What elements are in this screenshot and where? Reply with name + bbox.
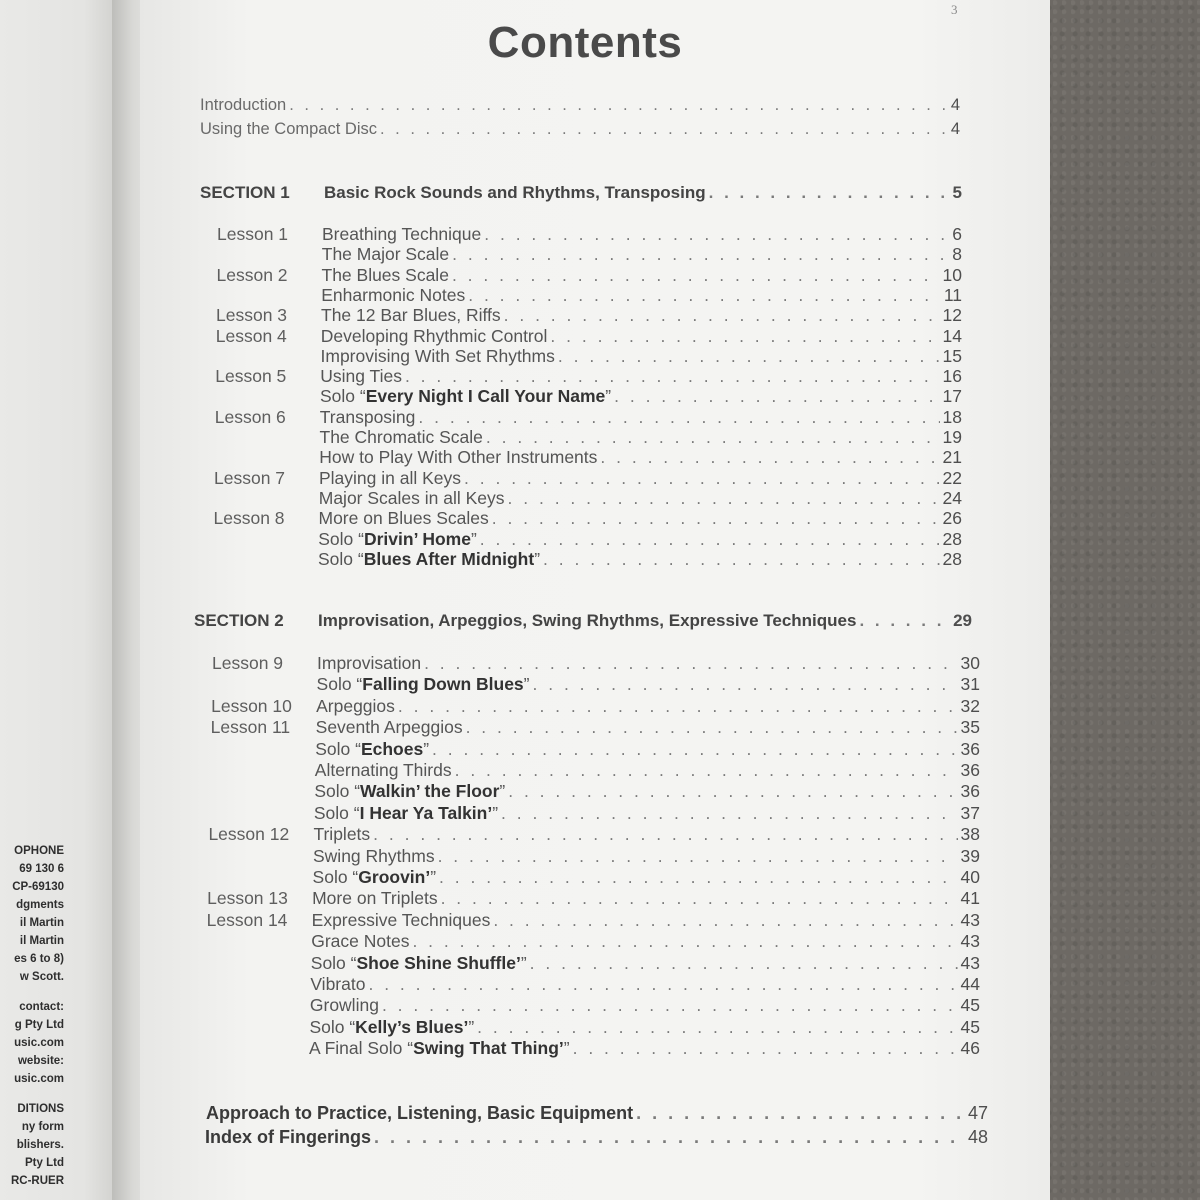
toc-entry <box>204 1038 980 1059</box>
entry-title <box>319 447 597 468</box>
entry-suffix: ” <box>423 738 430 759</box>
left-page-fragment: usic.com <box>14 1073 64 1085</box>
entry-title <box>320 427 483 448</box>
toc-entry <box>212 674 980 695</box>
leader-dots <box>438 846 958 867</box>
entry-title <box>317 674 530 695</box>
entry-solo-title: Drivin’ Home <box>363 528 471 549</box>
leader-dots <box>614 386 939 407</box>
entry-page: 38 <box>960 824 980 845</box>
entry-title <box>315 739 429 760</box>
entry-solo-title: Blues After Midnight <box>363 548 535 569</box>
entry-text: Transposing <box>319 406 416 427</box>
entry-page: 4 <box>950 120 960 138</box>
entry-title: Index of Fingerings <box>205 1127 372 1147</box>
lesson-label: Lesson 14 <box>206 909 288 930</box>
leader-dots <box>468 285 941 306</box>
entry-page: 36 <box>960 738 980 759</box>
toc-entry <box>204 1017 980 1038</box>
lesson-label: Lesson 11 <box>210 717 291 738</box>
left-page-fragment: w Scott. <box>19 971 64 983</box>
entry-page: 17 <box>942 386 962 407</box>
toc-entry <box>216 326 962 347</box>
leader-dots <box>493 910 957 931</box>
entry-text: The Chromatic Scale <box>319 427 483 447</box>
entry-prefix: Solo “ <box>318 528 364 549</box>
toc-entry <box>217 244 962 265</box>
entry-page: 46 <box>960 1038 980 1059</box>
entry-text: Vibrato <box>310 974 366 994</box>
toc-entry <box>215 427 963 448</box>
entry-page: 37 <box>960 802 980 823</box>
leader-dots <box>480 529 940 550</box>
left-page-fragment: website: <box>17 1055 64 1067</box>
leader-dots <box>380 120 948 139</box>
entry-text: The 12 Bar Blues, Riffs <box>321 305 501 326</box>
toc-entry <box>214 508 963 529</box>
lesson-label: Lesson 8 <box>213 508 285 529</box>
entry-page: 32 <box>960 695 980 716</box>
entry-page: 39 <box>960 845 980 866</box>
lesson-label: Lesson 6 <box>214 406 286 427</box>
leader-dots <box>709 183 950 203</box>
leader-dots <box>484 224 949 245</box>
leader-dots <box>289 96 948 115</box>
entry-prefix: Solo “ <box>314 781 361 802</box>
entry-title <box>313 846 435 867</box>
left-page-fragment: OPHONE <box>14 845 64 857</box>
entry-text: Swing Rhythms <box>313 845 435 866</box>
leader-dots <box>441 888 958 909</box>
toc-entry <box>213 529 962 550</box>
left-page-fragment: blishers. <box>16 1139 64 1151</box>
toc-entry <box>205 974 980 995</box>
entry-page: 11 <box>943 284 962 305</box>
entry-solo-title: Groovin’ <box>358 867 431 887</box>
entry-text: Using Ties <box>320 366 402 387</box>
page-number: 3 <box>951 2 958 17</box>
lesson-label: Lesson 9 <box>212 653 284 673</box>
toc-entry <box>200 96 960 115</box>
leader-dots <box>373 824 957 845</box>
entry-suffix: ” <box>534 548 541 569</box>
entry-page: 47 <box>967 1103 988 1123</box>
section-heading <box>194 611 972 631</box>
entry-title <box>320 386 611 407</box>
leader-dots <box>405 366 940 387</box>
toc-entry <box>216 346 963 367</box>
entry-prefix: Solo “ <box>318 548 364 569</box>
entry-solo-title: Swing That Thing’ <box>413 1038 564 1059</box>
toc-entry <box>215 366 962 387</box>
toc-entry <box>217 265 963 286</box>
entry-suffix: ” <box>605 386 612 407</box>
toc-entry <box>214 488 962 509</box>
entry-page: 10 <box>942 264 962 285</box>
entry-title <box>320 407 416 428</box>
lesson-label: Lesson 1 <box>217 224 289 244</box>
section-title: Improvisation, Arpeggios, Swing Rhythms, Expressive Techniques <box>318 611 857 630</box>
entry-title: Approach to Practice, Listening, Basic Equipment <box>206 1103 634 1123</box>
entry-page: 35 <box>960 717 980 738</box>
entry-title <box>313 824 370 845</box>
entry-suffix: ” <box>499 781 506 802</box>
entry-page: 48 <box>967 1127 988 1147</box>
left-page-fragment: DITIONS <box>17 1103 64 1115</box>
toc-entry <box>217 224 962 245</box>
entry-title <box>321 346 555 367</box>
entry-title <box>321 326 548 347</box>
toc-entry <box>207 888 980 909</box>
toc-entry <box>206 1103 988 1124</box>
left-page-fragment: 69 130 6 <box>19 863 64 875</box>
entry-text: More on Triplets <box>312 888 438 909</box>
left-page-fragment: Pty Ltd <box>25 1157 64 1169</box>
leader-dots <box>412 931 957 952</box>
entry-suffix: ” <box>523 674 530 695</box>
entry-page: 24 <box>942 487 962 508</box>
entry-text: Developing Rhythmic Control <box>320 325 548 346</box>
entry-text: Enharmonic Notes <box>321 284 466 305</box>
entry-title <box>315 760 452 781</box>
entry-title <box>316 696 395 717</box>
entry-title <box>310 974 365 995</box>
leader-dots <box>550 326 939 347</box>
leader-dots <box>398 696 958 717</box>
toc-entry <box>208 867 980 888</box>
left-page-fragment: il Martin <box>19 935 64 947</box>
entry-title <box>312 910 491 931</box>
leader-dots <box>466 717 958 738</box>
leader-dots <box>382 995 958 1016</box>
entry-text: Arpeggios <box>316 695 395 716</box>
leader-dots <box>533 674 958 695</box>
toc-entry <box>211 696 980 717</box>
toc-entry <box>214 468 962 489</box>
entry-text: Expressive Techniques <box>311 909 491 930</box>
toc-entry <box>215 386 962 407</box>
entry-solo-title: Shoe Shine Shuffle’ <box>356 952 521 973</box>
left-page-fragment: dgments <box>16 899 64 911</box>
entry-title <box>311 931 409 952</box>
leader-dots <box>432 739 958 760</box>
leader-dots <box>530 953 958 974</box>
leader-dots <box>504 305 940 326</box>
entry-prefix: Solo “ <box>312 867 359 887</box>
entry-suffix: ” <box>468 1016 475 1037</box>
entry-page: 28 <box>942 528 962 549</box>
lesson-label: Lesson 2 <box>216 264 288 285</box>
leader-dots <box>558 346 940 367</box>
toc-entry <box>211 717 980 738</box>
entry-page: 26 <box>942 508 962 529</box>
entry-text: How to Play With Other Instruments <box>319 447 598 468</box>
entry-prefix: Solo “ <box>320 386 366 407</box>
entry-page: 21 <box>942 447 962 468</box>
left-page-fragment: g Pty Ltd <box>14 1019 64 1031</box>
section-label: SECTION 1 <box>200 183 290 202</box>
entry-page: 15 <box>942 345 962 366</box>
entry-page: 44 <box>960 974 980 994</box>
lesson-label: Lesson 13 <box>207 888 288 909</box>
leader-dots <box>452 265 940 286</box>
leader-dots <box>600 447 939 468</box>
toc-entry <box>212 653 980 674</box>
toc-entry <box>216 305 962 326</box>
toc-entry <box>209 781 980 802</box>
entry-page: 6 <box>952 224 962 244</box>
entry-suffix: ” <box>470 528 477 549</box>
section-page: 29 <box>953 611 972 630</box>
leader-dots <box>439 867 957 888</box>
leader-dots <box>486 427 940 448</box>
entry-title <box>319 488 505 509</box>
entry-title <box>321 305 501 326</box>
entry-suffix: ” <box>563 1038 570 1059</box>
entry-solo-title: Walkin’ the Floor <box>360 781 500 802</box>
entry-text: Major Scales in all Keys <box>318 487 505 508</box>
entry-title <box>318 549 540 570</box>
entry-text: Grace Notes <box>311 931 410 952</box>
entry-page: 22 <box>942 467 962 488</box>
entry-title <box>309 1038 570 1059</box>
entry-page: 45 <box>960 1016 980 1037</box>
entry-text: Alternating Thirds <box>314 760 452 780</box>
toc-entry <box>216 285 962 306</box>
leader-dots <box>464 468 940 489</box>
entry-title <box>309 1017 474 1038</box>
leader-dots <box>418 407 939 428</box>
entry-page: 19 <box>942 427 962 447</box>
leader-dots <box>573 1038 958 1059</box>
leader-dots <box>508 488 940 509</box>
entry-page: 36 <box>960 781 980 802</box>
leader-dots <box>636 1103 965 1124</box>
entry-text: The Major Scale <box>321 244 450 265</box>
entry-solo-title: Kelly’s Blues’ <box>355 1016 469 1037</box>
left-page-fragment: usic.com <box>14 1037 64 1049</box>
entry-text: Playing in all Keys <box>319 467 462 488</box>
section-title: Basic Rock Sounds and Rhythms, Transposing <box>324 183 706 202</box>
entry-prefix: Solo “ <box>309 1016 356 1037</box>
toc-entry <box>205 995 980 1016</box>
toc-entry <box>200 120 960 139</box>
entry-title <box>312 888 437 909</box>
toc-entry <box>208 846 980 867</box>
entry-page: 43 <box>960 931 980 952</box>
entry-solo-title: I Hear Ya Talkin’ <box>359 802 493 823</box>
entry-title <box>314 803 498 824</box>
toc-entry <box>215 407 962 428</box>
entry-title <box>322 244 449 265</box>
entry-page: 45 <box>960 995 980 1016</box>
entry-text: The Blues Scale <box>321 264 449 285</box>
leader-dots <box>452 244 949 265</box>
entry-page: 36 <box>960 760 980 780</box>
entry-text: Seventh Arpeggios <box>315 717 463 738</box>
toc-entry <box>210 760 980 781</box>
left-page-fragment: contact: <box>19 1001 64 1013</box>
entry-title <box>322 224 481 245</box>
entry-page: 12 <box>942 305 962 326</box>
entry-prefix: Solo “ <box>310 952 357 973</box>
entry-text: Triplets <box>313 824 371 845</box>
entry-title <box>314 781 505 802</box>
lesson-label: Lesson 7 <box>214 467 286 488</box>
entry-prefix: Solo “ <box>315 738 361 759</box>
entry-title: Using the Compact Disc <box>200 120 377 138</box>
leader-dots <box>477 1017 957 1038</box>
entry-prefix: A Final Solo “ <box>309 1038 414 1059</box>
entry-page: 16 <box>942 366 962 387</box>
entry-title <box>319 468 461 489</box>
entry-title <box>321 285 465 306</box>
entry-page: 40 <box>960 867 980 887</box>
entry-page: 14 <box>942 325 962 346</box>
entry-title <box>318 529 477 550</box>
entry-title <box>316 717 463 738</box>
entry-page: 41 <box>960 888 980 909</box>
leader-dots <box>501 803 957 824</box>
entry-page: 28 <box>942 548 962 569</box>
entry-text: Improvising With Set Rhythms <box>320 345 555 366</box>
toc-entry <box>207 910 980 931</box>
entry-title <box>320 366 402 387</box>
section-label: SECTION 2 <box>194 611 284 630</box>
entry-text: Growling <box>309 995 379 1016</box>
leader-dots <box>508 781 957 802</box>
entry-solo-title: Echoes <box>360 738 424 759</box>
entry-title <box>313 867 437 888</box>
entry-page: 43 <box>960 909 980 930</box>
entry-text: Improvisation <box>317 653 422 673</box>
lesson-label: Lesson 4 <box>215 325 287 346</box>
left-page-fragment: RC-RUER <box>10 1175 64 1187</box>
toc-entry <box>213 549 962 570</box>
leader-dots <box>455 760 958 781</box>
leader-dots <box>543 549 940 570</box>
lesson-label: Lesson 5 <box>215 366 287 387</box>
leader-dots <box>368 974 957 995</box>
left-page-fragment: es 6 to 8) <box>14 953 64 965</box>
leader-dots <box>859 611 950 631</box>
toc-entry <box>209 803 980 824</box>
entry-title <box>317 653 421 674</box>
entry-page: 18 <box>942 406 962 427</box>
entry-page: 8 <box>952 244 962 265</box>
section-heading <box>200 183 962 203</box>
entry-solo-title: Falling Down Blues <box>362 674 524 695</box>
entry-title <box>311 953 527 974</box>
entry-title <box>319 508 489 529</box>
entry-page: 43 <box>960 952 980 973</box>
left-page-fragment: il Martin <box>19 917 64 929</box>
entry-suffix: ” <box>520 952 527 973</box>
toc-entry <box>205 1127 988 1148</box>
entry-page: 31 <box>960 674 980 695</box>
toc-entry <box>210 739 980 760</box>
left-page-fragment: ny form <box>21 1121 64 1133</box>
entry-page: 30 <box>960 653 980 673</box>
toc-entry <box>206 931 980 952</box>
lesson-label: Lesson 3 <box>216 305 288 326</box>
entry-page: 4 <box>950 96 960 114</box>
entry-suffix: ” <box>430 867 437 887</box>
toc-entry <box>208 824 980 845</box>
leader-dots <box>492 508 940 529</box>
entry-text: Breathing Technique <box>322 224 482 244</box>
entry-prefix: Solo “ <box>313 802 360 823</box>
entry-solo-title: Every Night I Call Your Name <box>365 386 606 407</box>
section-page: 5 <box>952 183 962 202</box>
leader-dots <box>374 1127 965 1148</box>
toc-entry <box>214 447 962 468</box>
entry-title <box>322 265 449 286</box>
leader-dots <box>424 653 957 674</box>
lesson-label: Lesson 10 <box>211 695 292 716</box>
entry-suffix: ” <box>492 802 499 823</box>
entry-title <box>310 995 379 1016</box>
toc-entry <box>206 953 980 974</box>
entry-title: Introduction <box>200 96 287 114</box>
page-title: Contents <box>487 18 683 67</box>
left-page-fragment: CP-69130 <box>12 881 64 893</box>
entry-prefix: Solo “ <box>316 674 363 695</box>
lesson-label: Lesson 12 <box>208 824 290 845</box>
entry-text: More on Blues Scales <box>318 508 489 529</box>
